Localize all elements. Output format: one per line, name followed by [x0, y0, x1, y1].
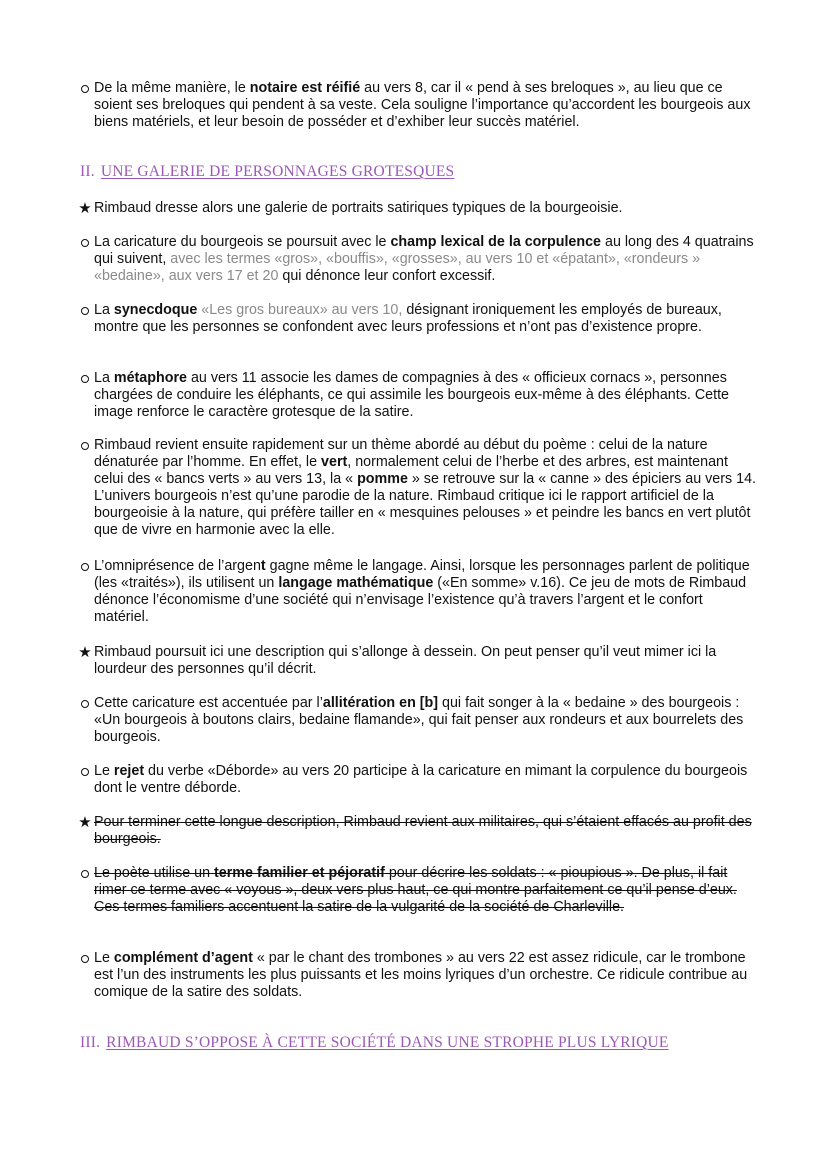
text-run: pour décrire les soldats : « pioupious ». De plus, il fait rimer ce terme avec « voyous », deux vers plus haut, ce qui montre parfaitement ce qu’il pense d’eux. Ces termes familiers accentuent la satire de la vulgarité de la société de Charleville.: [94, 865, 737, 915]
paragraph-text: [94, 558, 758, 626]
paragraph-text: [94, 200, 758, 217]
text-run: Le: [94, 950, 114, 966]
text-run: qui fait songer à la « bedaine » des bourgeois : «Un bourgeois à boutons clairs, bedaine flamande», qui fait penser aux rondeurs et aux bourrelets des bourgeois.: [94, 695, 744, 745]
text-run: La caricature du bourgeois se poursuit avec le: [94, 234, 391, 250]
paragraph-text: [94, 865, 758, 916]
paragraph-text: [94, 302, 758, 336]
text-run: De la même manière, le: [94, 80, 250, 96]
paragraph-text: [94, 695, 758, 746]
circle-bullet-icon: [78, 302, 92, 315]
text-run: Rimbaud dresse alors une galerie de portraits satiriques typiques de la bourgeoisie.: [94, 200, 623, 216]
text-run: « par le chant des trombones » au vers 22 est assez ridicule, car le trombone est l’un des instruments les plus puissants et les moins lyriques d’un orchestre. Ce ridicule contribue au comique de la satire des soldats.: [94, 950, 748, 1000]
bold-term: complément d’agent: [113, 950, 253, 966]
text-run: Le: [94, 763, 114, 779]
bold-term: notaire est réifié: [249, 80, 361, 96]
bullet-item: [78, 695, 758, 746]
text-run: au vers 8, car il « pend à ses breloques », au lieu que ce soient ses breloques qui pendent à sa veste. Cela souligne l’importance qu’accordent les bourgeois aux biens matériels, et leur besoin de posséder et d’exhiber leur succès matériel.: [94, 80, 751, 130]
text-run: désignant ironiquement les employés de bureaux, montre que les personnes se confondent avec leurs professions et n’ont pas d’existence propre.: [94, 302, 722, 335]
section-heading: [80, 1034, 669, 1052]
bullet-item: [78, 370, 758, 421]
text-run: » se retrouve sur la « canne » des épiciers au vers 14. L’univers bourgeois n’est qu’une parodie de la nature. Rimbaud critique ici le rapport artificiel de la bourgeoisie à la nature, qui préfère tailler en « mesquines pelouses » et peindre les bancs en vert plutôt que de vivre en harmonie avec la elle.: [94, 471, 756, 538]
paragraph-text: [94, 437, 758, 539]
text-run: gagne même le langage. Ainsi, lorsque les personnages parlent de politique (les «traités»), ils utilisent un: [94, 558, 750, 591]
bold-term: terme familier et péjoratif: [214, 865, 385, 881]
text-run: La: [94, 370, 114, 386]
section-number: III.: [80, 1034, 101, 1051]
bold-term: champ lexical de la corpulence: [390, 234, 602, 250]
star-bullet-icon: ★: [78, 200, 92, 217]
text-run: Le poète utilise un: [94, 865, 215, 881]
text-run: La: [94, 302, 114, 318]
bullet-item: [78, 814, 758, 848]
bold-term: synecdoque: [113, 302, 198, 318]
paragraph-text: [94, 644, 758, 678]
bullet-item: [78, 302, 758, 336]
paragraph-text: [94, 763, 758, 797]
bullet-item: [78, 865, 758, 916]
circle-bullet-icon: [78, 80, 92, 93]
bullet-item: [78, 950, 758, 1001]
paragraph-text: [94, 80, 758, 131]
section-heading: [80, 163, 454, 181]
bullet-item: [78, 80, 758, 131]
text-run: , normalement celui de l’herbe et des arbres, est maintenant celui des « bancs verts » au vers 13, la «: [94, 454, 728, 487]
bullet-item: [78, 644, 758, 678]
bold-term: vert: [321, 454, 348, 470]
text-run: Rimbaud poursuit ici une description qui s’allonge à dessein. On peut penser qu’il veut mimer ici la lourdeur des personnes qu’il décrit.: [94, 644, 717, 677]
circle-bullet-icon: [78, 370, 92, 383]
circle-bullet-icon: [78, 950, 92, 963]
text-run: au long des 4 quatrains qui suivent,: [94, 234, 754, 267]
circle-bullet-icon: [78, 695, 92, 708]
text-run: Pour terminer cette longue description, Rimbaud revient aux militaires, qui s’étaient effacés au profit des bourgeois.: [94, 814, 752, 847]
bullet-item: [78, 437, 758, 539]
bold-term: rejet: [113, 763, 145, 779]
star-bullet-icon: ★: [78, 644, 92, 661]
paragraph-text: [94, 814, 758, 848]
bullet-item: [78, 234, 758, 285]
text-run: («En somme» v.16). Ce jeu de mots de Rimbaud dénonce l’économisme d’une société qui n’envisage l’existence qu’à travers l’argent et le confort matériel.: [94, 575, 747, 625]
grey-quote: «Les gros bureaux» au vers 10,: [201, 302, 403, 318]
circle-bullet-icon: [78, 234, 92, 247]
section-title: RIMBAUD S’OPPOSE À CETTE SOCIÉTÉ DANS UNE STROPHE PLUS LYRIQUE: [106, 1034, 669, 1051]
circle-bullet-icon: [78, 865, 92, 878]
circle-bullet-icon: [78, 558, 92, 571]
text-run: au vers 11 associe les dames de compagnies à des « officieux cornacs », personnes chargées de conduire les éléphants, ce qui assimile les bourgeois eux-même à des éléphants. Cette image renforce le caractère grotesque de la satire.: [94, 370, 729, 420]
text-run: Cette caricature est accentuée par l’: [94, 695, 323, 711]
bullet-item: [78, 558, 758, 626]
paragraph-text: [94, 370, 758, 421]
bold-term: allitération en [b]: [322, 695, 439, 711]
bullet-item: [78, 200, 758, 217]
text-run: L’omniprésence de l’argen: [94, 558, 261, 574]
section-title: UNE GALERIE DE PERSONNAGES GROTESQUES: [100, 163, 455, 180]
bold-term: métaphore: [113, 370, 187, 386]
grey-quote: avec les termes «gros», «bouffis», «grosses», au vers 10 et «épatant», «rondeurs » «bedaine», aux vers 17 et 20: [94, 251, 701, 284]
star-bullet-icon: ★: [78, 814, 92, 831]
circle-bullet-icon: [78, 437, 92, 450]
text-run: du verbe «Déborde» au vers 20 participe à la caricature en mimant la corpulence du bourgeois dont le ventre déborde.: [94, 763, 748, 796]
text-run: qui dénonce leur confort excessif.: [278, 268, 496, 284]
paragraph-text: [94, 950, 758, 1001]
bold-term: t: [260, 558, 266, 574]
circle-bullet-icon: [78, 763, 92, 776]
paragraph-text: [94, 234, 758, 285]
bold-term: pomme: [357, 471, 408, 487]
bullet-item: [78, 763, 758, 797]
text-run: Rimbaud revient ensuite rapidement sur un thème abordé au début du poème : celui de la nature dénaturée par l’homme. En effet, le: [94, 437, 708, 470]
bold-term: langage mathématique: [278, 575, 434, 591]
section-number: II.: [80, 163, 95, 180]
